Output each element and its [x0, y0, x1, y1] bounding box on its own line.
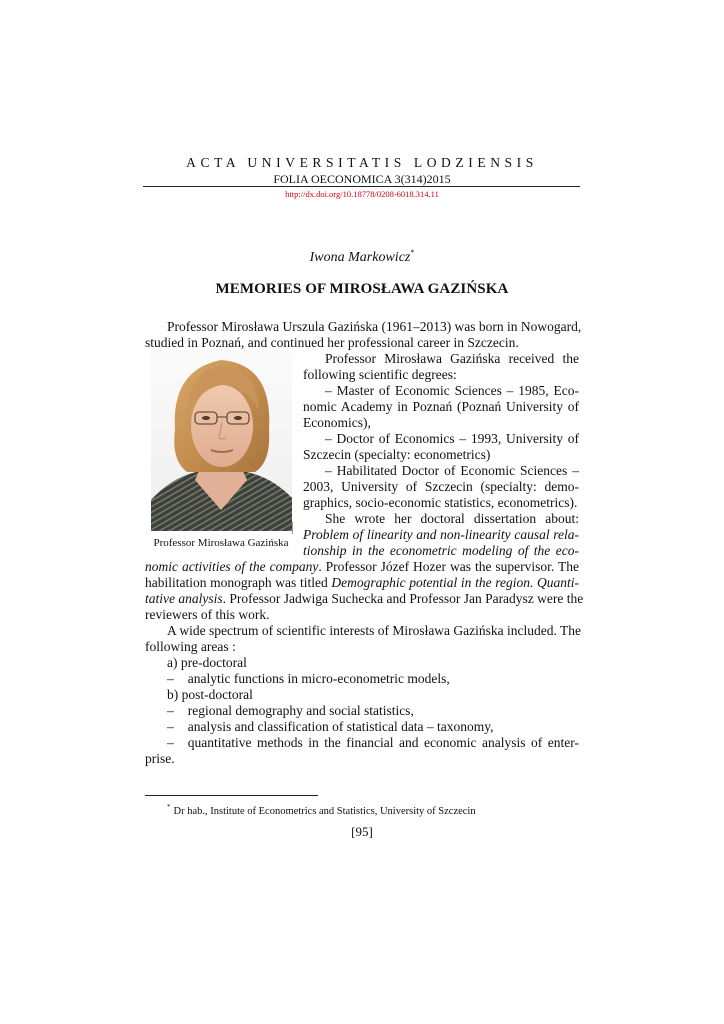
text-line-italic	[303, 527, 579, 543]
text-span: habilitation monograph was titled	[145, 575, 332, 590]
list-label: a) pre-doctoral	[167, 655, 247, 670]
list-item-text: regional demography and social statistics,	[187, 703, 414, 718]
list-item-text: analysis and classification of statistical data – taxonomy,	[187, 719, 494, 734]
text-line: nomic Academy in Poznań (Poznań University of	[303, 399, 579, 414]
text-line: prise.	[145, 751, 175, 766]
text-line	[145, 575, 579, 591]
portrait-photo	[151, 350, 292, 531]
list-item	[145, 735, 579, 751]
text-line: Professor Mirosława Urszula Gazińska (1961–2013) was born in Nowogard,	[167, 319, 582, 334]
monograph-title-part: Demographic potential in the region. Quanti-	[331, 575, 579, 590]
text-line: 2003, University of Szczecin (specialty: demo-	[303, 479, 579, 494]
text-line: She wrote her doctoral dissertation about:	[325, 511, 579, 526]
list-item	[145, 719, 579, 735]
text-line: following scientific degrees:	[303, 367, 457, 382]
journal-name: ACTA UNIVERSITATIS LODZIENSIS	[186, 155, 538, 170]
text-line: Economics),	[303, 415, 371, 430]
dash-mark: –	[167, 735, 174, 750]
text-span: . Professor Józef Hozer was the supervisor. The	[318, 559, 579, 574]
list-item-text: quantitative methods in the financial and economic analysis of enter-	[187, 735, 579, 750]
text-line: following areas :	[145, 639, 236, 654]
text-line: Professor Mirosława Gazińska received the	[325, 351, 579, 366]
dissertation-title-part: tionship in the econometric modeling of the eco-	[303, 543, 579, 558]
text-line	[145, 591, 584, 607]
article-title: MEMORIES OF MIROSŁAWA GAZIŃSKA	[215, 281, 509, 297]
text-line: – Habilitated Doctor of Economic Sciences –	[325, 463, 579, 478]
header-rule	[143, 186, 580, 187]
dash-mark: –	[167, 719, 174, 734]
text-line: studied in Poznań, and continued her professional career in Szczecin.	[145, 335, 519, 350]
text-line: Szczecin (specialty: econometrics)	[303, 447, 491, 462]
text-line: reviewers of this work.	[145, 607, 270, 622]
text-line: A wide spectrum of scientific interests of Mirosława Gazińska included. The	[167, 623, 582, 638]
text-line: – Doctor of Economics – 1993, University of	[325, 431, 579, 446]
photo-caption: Professor Mirosława Gazińska	[153, 537, 289, 549]
page-number: [95]	[351, 824, 373, 839]
dash-mark: –	[167, 671, 174, 686]
footnote	[167, 803, 476, 817]
photo-edge	[292, 522, 293, 534]
author-name	[0, 248, 724, 266]
footnote-mark: *	[167, 803, 171, 811]
text-line-italic	[303, 543, 579, 559]
text-span: . Professor Jadwiga Suchecka and Professor Jan Paradysz were the	[222, 591, 584, 606]
list-label: b) post-doctoral	[167, 687, 253, 702]
author-footnote-mark[interactable]: *	[410, 248, 415, 257]
author-name-text: Iwona Markowicz	[309, 250, 411, 265]
footnote-text: Dr hab., Institute of Econometrics and Statistics, University of Szczecin	[173, 806, 476, 817]
doi-link[interactable]: http://dx.doi.org/10.18778/0208-6018.314.11	[285, 189, 439, 199]
journal-issue: FOLIA OECONOMICA 3(314)2015	[273, 172, 451, 186]
monograph-title-part: tative analysis	[145, 591, 223, 606]
text-line: – Master of Economic Sciences – 1985, Eco-	[325, 383, 579, 398]
list-item	[145, 703, 579, 719]
dissertation-title-part: nomic activities of the company	[145, 559, 319, 574]
text-line	[145, 559, 579, 575]
text-line: graphics, socio-economic statistics, econometrics).	[303, 495, 578, 510]
dash-mark: –	[167, 703, 174, 718]
list-item-text: analytic functions in micro-econometric models,	[187, 671, 450, 686]
list-item	[145, 671, 579, 687]
footnote-rule	[145, 795, 318, 796]
dissertation-title-part: Problem of linearity and non-linearity causal rela-	[303, 527, 579, 542]
